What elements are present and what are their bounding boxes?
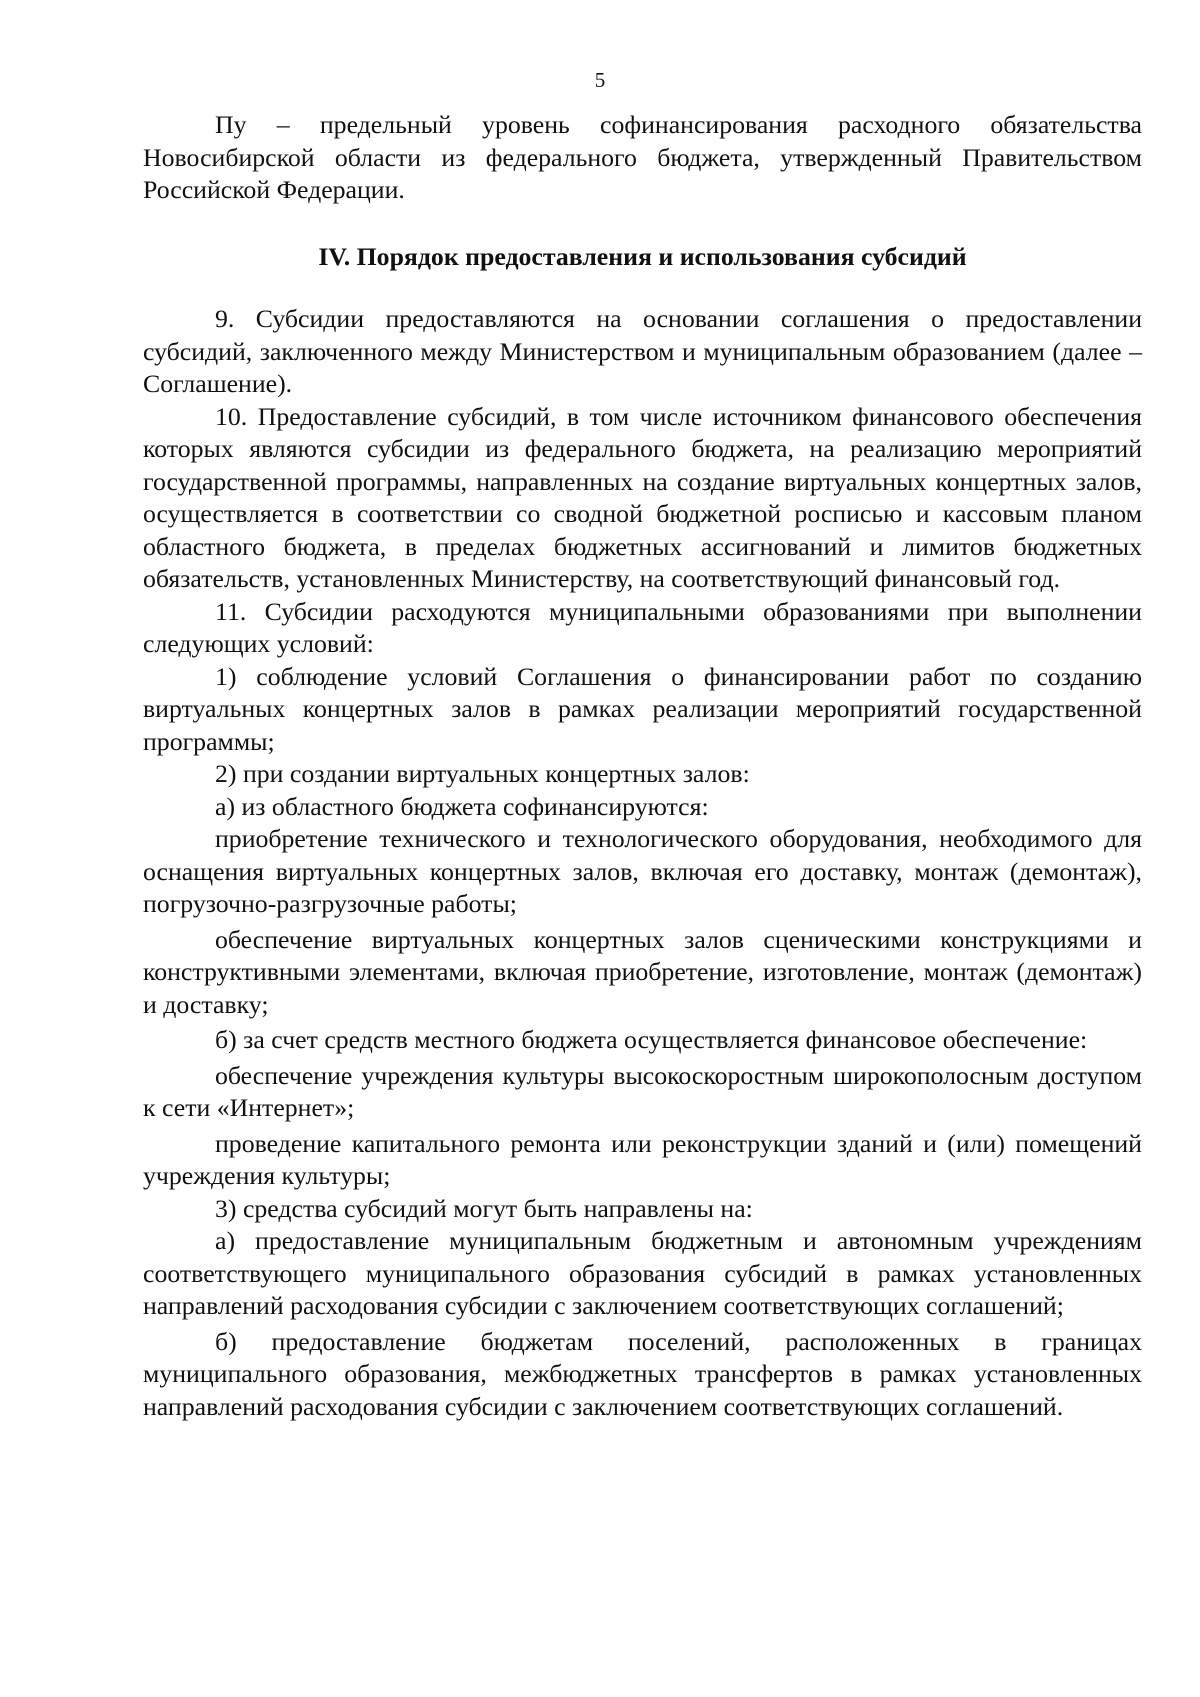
paragraph-10: 10. Предоставление субсидий, в том числе источником финансового обеспечения которых являются субсидии из федерального бюджета, на реализацию мероприятий государственной программы, направленных на создание виртуальных концертных залов, осуществляется в соответствии со сводной бюджетной росписью и кассовым планом областного бюджета, в пределах бюджетных ассигнований и лимитов бюджетных обязательств, установленных Министерству, на соответствующий финансовый год.	[143, 401, 1142, 593]
page-number: 5	[594, 68, 606, 92]
condition-3: 3) средства субсидий могут быть направлены на:	[215, 1193, 753, 1223]
condition-1: 1) соблюдение условий Соглашения о финансировании работ по созданию виртуальных концертных залов в рамках реализации мероприятий государственной программы;	[143, 661, 1142, 756]
condition-3b: б) предоставление бюджетам поселений, расположенных в границах муниципального образования, межбюджетных трансфертов в рамках установленных направлений расходования субсидии с заключением соответствующих соглашений.	[143, 1326, 1142, 1421]
condition-2: 2) при создании виртуальных концертных залов:	[215, 759, 750, 788]
condition-2a-item-2: обеспечение виртуальных концертных залов сценическими конструкциями и конструктивными элементами, включая приобретение, изготовление, монтаж (демонтаж) и доставку;	[143, 924, 1142, 1019]
condition-2a-item-1: приобретение технического и технологического оборудования, необходимого для оснащения виртуальных концертных залов, включая его доставку, монтаж (демонтаж), погрузочно-разгрузочные работы;	[143, 824, 1142, 918]
condition-2a: а) из областного бюджета софинансируются:	[215, 791, 709, 821]
intro-paragraph: Пу – предельный уровень софинансирования расходного обязательства Новосибирской области из федерального бюджета, утвержденный Правительством Российской Федерации.	[143, 110, 1142, 204]
condition-2b: б) за счет средств местного бюджета осуществляется финансовое обеспечение:	[215, 1025, 1088, 1054]
document-body	[143, 109, 1142, 1423]
paragraph-9: 9. Субсидии предоставляются на основании соглашения о предоставлении субсидий, заключенного между Министерством и муниципальным образованием (далее – Соглашение).	[143, 304, 1142, 398]
section-heading: IV. Порядок предоставления и использования субсидий	[318, 241, 967, 271]
condition-3a: а) предоставление муниципальным бюджетным и автономным учреждениям соответствующего муниципального образования субсидий в рамках установленных направлений расходования субсидии с заключением соответствующих соглашений;	[143, 1226, 1142, 1320]
condition-2b-item-2: проведение капитального ремонта или реконструкции зданий и (или) помещений учреждения культуры;	[143, 1128, 1142, 1190]
paragraph-11: 11. Субсидии расходуются муниципальными образованиями при выполнении следующих условий:	[143, 596, 1142, 658]
condition-2b-item-1: обеспечение учреждения культуры высокоскоростным широкополосным доступом к сети «Интернет»;	[143, 1060, 1142, 1122]
